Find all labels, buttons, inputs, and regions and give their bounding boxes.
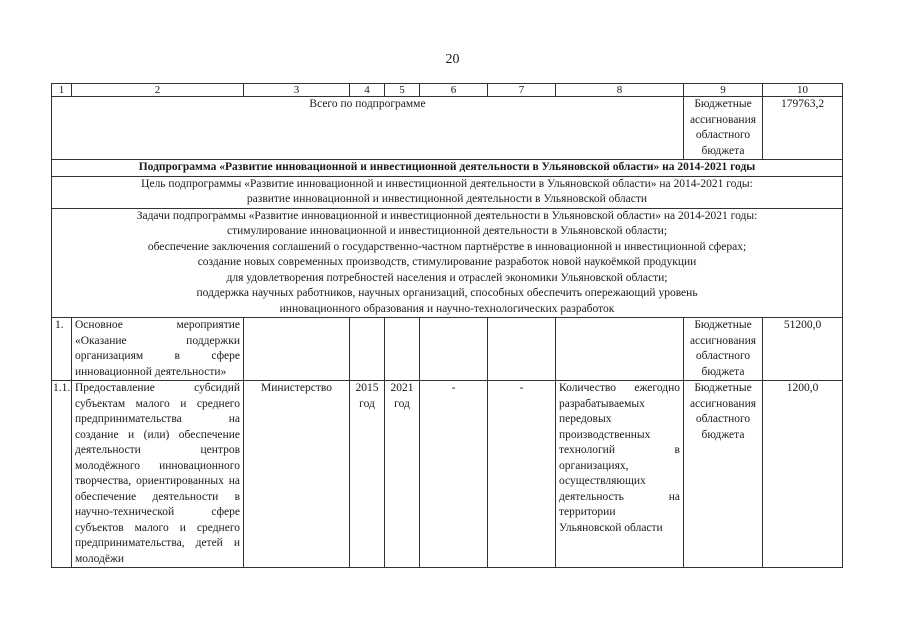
page-number: 20 — [445, 52, 460, 67]
activity-name: Предоставление субсидий субъектам малого и среднего предпринимательства на создание и (или) обеспечение деятельности центров молодёжного инновационного творчества, ориентированных на обеспечение деятельности в научно-технической сфере субъектов малого и среднего предпринимательства, детей и молодёжи — [72, 381, 244, 568]
executor — [244, 318, 350, 381]
task-line: для удовлетворения потребностей населения и отраслей экономики Ульяновской области; — [226, 271, 668, 284]
task-line: поддержка научных работников, научных организаций, способных обеспечить опережающий уровень — [196, 287, 698, 299]
executor: Министерство — [244, 381, 350, 568]
program-table — [51, 83, 843, 568]
year-end — [385, 318, 420, 381]
total-funding-source: Бюджетные ассигнования областного бюджета — [684, 97, 763, 160]
task-line: обеспечение заключения соглашений о государственно-частном партнёрстве в инновационной и инвестиционной сферах; — [147, 240, 747, 253]
col-header-3: 3 — [244, 84, 350, 97]
goal-line: развитие инновационной и инвестиционной деятельности в Ульяновской области — [246, 193, 648, 205]
activity-name: Основное мероприятие «Оказание поддержки организациям в сфере инновационной деятельности» — [72, 318, 244, 381]
total-amount: 179763,2 — [763, 97, 843, 160]
task-line: Задачи подпрограммы «Развитие инновационной и инвестиционной деятельности в Ульяновской области» на 2014-2021 годы: — [136, 209, 758, 222]
col6-value — [420, 318, 488, 381]
col-header-2: 2 — [72, 84, 244, 97]
goal-cell — [52, 176, 843, 208]
subprogram-title-row — [52, 160, 843, 177]
table-row — [52, 381, 843, 568]
table-row — [52, 318, 843, 381]
task-line: стимулирование инновационной и инвестиционной деятельности в Ульяновской области; — [226, 225, 668, 237]
column-number-row — [52, 84, 843, 97]
col-header-8: 8 — [556, 84, 684, 97]
amount: 51200,0 — [763, 318, 843, 381]
funding-source: Бюджетные ассигнования областного бюджета — [684, 318, 763, 381]
amount: 1200,0 — [763, 381, 843, 568]
year-start — [350, 318, 385, 381]
col7-value: - — [488, 381, 556, 568]
col6-value: - — [420, 381, 488, 568]
task-line: инновационного образования и научно-технологических разработок — [279, 302, 615, 315]
tasks-row — [52, 208, 843, 318]
col-header-6: 6 — [420, 84, 488, 97]
col-header-10: 10 — [763, 84, 843, 97]
col-header-5: 5 — [385, 84, 420, 97]
col-header-1: 1 — [52, 84, 72, 97]
year-end: 2021 год — [385, 381, 420, 568]
goal-row — [52, 176, 843, 208]
goal-line: Цель подпрограммы «Развитие инновационной и инвестиционной деятельности в Ульяновской области» на 2014-2021 годы: — [141, 177, 753, 190]
tasks-cell — [52, 208, 843, 318]
task-line: создание новых современных производств, стимулирование разработок новой наукоёмкой продукции — [197, 256, 697, 268]
col7-value — [488, 318, 556, 381]
indicator: Количество ежегодно разрабатываемых передовых производственных технологий в организациях, осуществляющих деятельность на территории Ульяновской области — [556, 381, 684, 568]
subprogram-title: Подпрограмма «Развитие инновационной и инвестиционной деятельности в Ульяновской области» на 2014-2021 годы — [52, 160, 843, 177]
total-label: Всего по подпрограмме — [52, 97, 684, 160]
year-start: 2015 год — [350, 381, 385, 568]
col-header-9: 9 — [684, 84, 763, 97]
row-number: 1.1. — [52, 381, 72, 568]
row-number: 1. — [52, 318, 72, 381]
funding-source: Бюджетные ассигнования областного бюджета — [684, 381, 763, 568]
total-row — [52, 97, 843, 160]
col-header-7: 7 — [488, 84, 556, 97]
col-header-4: 4 — [350, 84, 385, 97]
indicator — [556, 318, 684, 381]
